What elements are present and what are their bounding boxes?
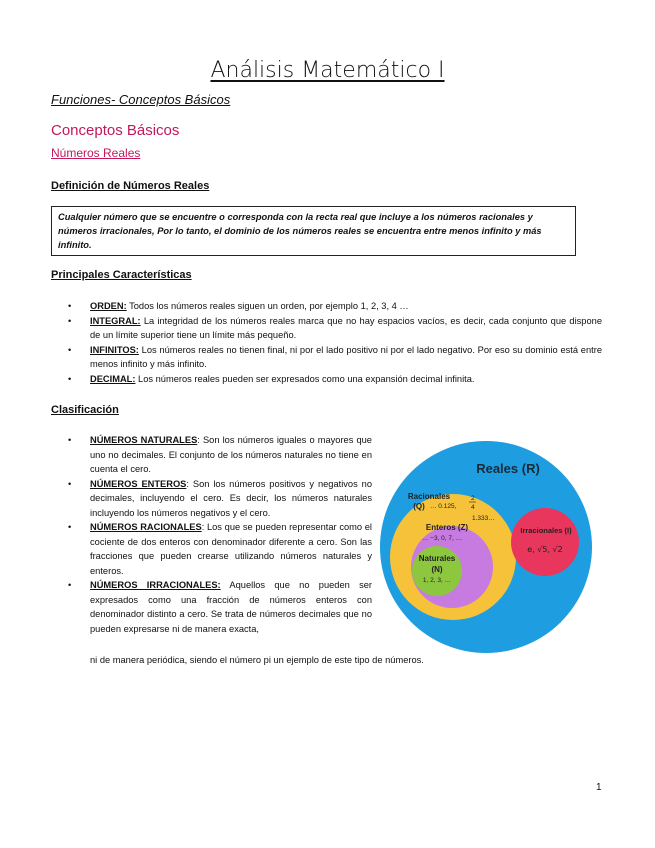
q-label: (Q) — [413, 502, 425, 511]
section-title: Conceptos Básicos — [51, 122, 180, 139]
page-number: 1 — [596, 782, 602, 793]
document-title: Análisis Matemático I — [210, 58, 445, 83]
subsection-title: Números Reales — [51, 146, 141, 160]
list-item — [68, 372, 602, 387]
term: NÚMEROS NATURALES — [90, 435, 198, 445]
item-text: La integridad de los números reales marca que no hay espacios vacíos, es decir, cada conjunto que dispone de un límite superior tiene un límite más pequeño. — [90, 315, 602, 340]
bullet: • — [68, 373, 72, 384]
bullet: • — [68, 344, 72, 355]
naturales-label: Naturales — [418, 554, 456, 563]
term: INFINITOS: — [90, 344, 139, 355]
term: INTEGRAL: — [90, 315, 141, 326]
characteristics-list — [68, 299, 602, 386]
item-text: Los números reales no tienen final, ni por el lado positivo ni por el lado negativo. Por eso su dominio está entre menos infinito y más infinito. — [90, 344, 602, 369]
bullet: • — [68, 478, 72, 489]
irrational-continuation: ni de manera periódica, siendo el número pi un ejemplo de este tipo de números. — [90, 655, 424, 665]
classification-heading: Clasificación — [51, 404, 119, 416]
item-text: : Los que se pueden representar como el cociente de dos enteros con denominador diferente a cero. Son las fracciones que pueden crearse utilizando números naturales y enteros. — [90, 522, 372, 576]
i-examples: e, √5, √2 — [527, 545, 563, 554]
term: DECIMAL: — [90, 373, 136, 384]
bullet: • — [68, 580, 72, 590]
list-item — [68, 433, 372, 477]
list-item — [68, 299, 602, 314]
term: NÚMEROS ENTEROS — [90, 478, 187, 489]
fraction-denominator: 4 — [471, 504, 475, 511]
list-item — [68, 477, 373, 521]
term: NÚMEROS IRRACIONALES: — [90, 580, 221, 590]
item-text: : Son los números positivos y negativos no decimales, incluyendo el cero. Es decir, los números naturales incluyendo los números negativos y el cero. — [90, 478, 373, 518]
classification-list — [68, 433, 373, 636]
bullet: • — [68, 315, 72, 326]
term: ORDEN: — [90, 301, 127, 311]
enteros-label: Enteros (Z) — [425, 523, 469, 532]
bullet: • — [68, 301, 72, 311]
n-examples: 1, 2, 3, … — [422, 577, 452, 584]
irracionales-circle — [511, 508, 579, 576]
item-text: Todos los números reales siguen un orden, por ejemplo 1, 2, 3, 4 … — [126, 301, 409, 311]
bullet: • — [68, 435, 72, 445]
list-item — [68, 343, 602, 372]
q-repeat: 1.333… — [472, 515, 495, 522]
document-subtitle: Funciones- Conceptos Básicos — [51, 92, 231, 107]
fraction-numerator: 2 — [471, 495, 475, 502]
list-item — [68, 578, 372, 636]
number-sets-diagram — [380, 438, 594, 656]
list-item — [68, 520, 372, 578]
characteristics-heading: Principales Características — [51, 269, 192, 281]
z-examples: … −3, 0, 7, … — [421, 535, 463, 542]
n-label: (N) — [431, 565, 443, 574]
bullet: • — [68, 522, 72, 532]
irracionales-label: Irracionales (I) — [520, 526, 572, 535]
racionales-label: Racionales — [407, 492, 451, 501]
definition-heading: Definición de Números Reales — [51, 180, 210, 192]
list-item — [68, 314, 602, 343]
q-examples: … 0.125, — [430, 503, 457, 510]
item-text: Los números reales pueden ser expresados como una expansión decimal infinita. — [135, 373, 475, 384]
term: NÚMEROS RACIONALES — [90, 522, 202, 532]
item-text: Aquellos que no pueden ser expresados como una fracción de números enteros con denominador distinto a cero. Se trata de números decimales que no pueden expresarse ni de manera exacta, — [90, 580, 372, 634]
reales-label: Reales (R) — [476, 461, 540, 476]
item-text: : Son los números iguales o mayores que uno no decimales. El conjunto de los números naturales no tiene en cuenta el cero. — [90, 435, 372, 474]
definition-box: Cualquier número que se encuentre o corresponda con la recta real que incluye a los números racionales y números irracionales, Por lo tanto, el dominio de los números reales se encuentra entre menos infinito y más infinito. — [51, 206, 576, 256]
